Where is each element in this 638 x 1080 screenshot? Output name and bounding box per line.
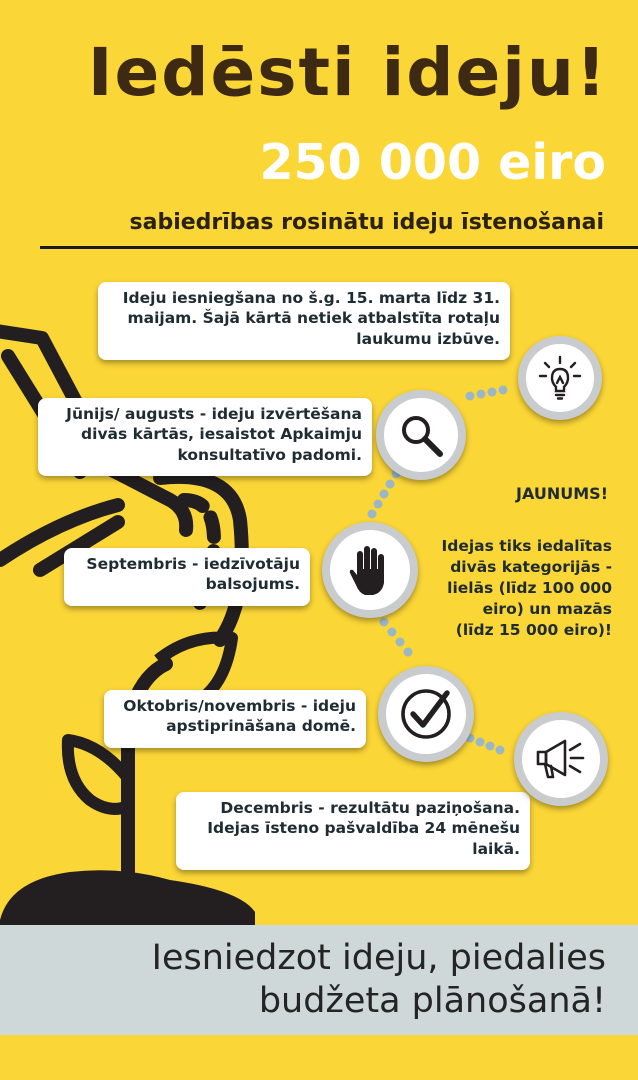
- card-line: laikā.: [472, 839, 520, 858]
- footer-line-2: budžeta plānošanā!: [258, 980, 606, 1021]
- news-line: (līdz 15 000 eiro)!: [455, 621, 612, 640]
- card-line: divās kārtās, iesaistot Apkaimju: [81, 425, 362, 444]
- magnifier-icon: [396, 410, 446, 460]
- magnifier-circle: [376, 390, 466, 480]
- megaphone-icon: [535, 735, 587, 783]
- page-title: Iedēsti ideju!: [87, 34, 608, 111]
- raised-hand-circle: [322, 522, 418, 618]
- timeline-card-submission: [98, 282, 510, 360]
- card-line: balsojums.: [205, 575, 300, 594]
- lightbulb-icon: [537, 355, 583, 401]
- budget-amount: 250 000 eiro: [259, 134, 606, 191]
- raised-hand-icon: [347, 543, 393, 597]
- lightbulb-circle: [518, 336, 602, 420]
- card-line: konsultatīvo padomi.: [177, 445, 362, 464]
- sprout-icon: [0, 637, 255, 925]
- news-heading: JAUNUMS!: [516, 484, 608, 503]
- checkmark-circle: [378, 666, 474, 762]
- card-line: Idejas īsteno pašvaldība 24 mēnešu: [207, 819, 520, 838]
- checkmark-icon: [399, 687, 453, 741]
- page-subtitle: sabiedrības rosinātu ideju īstenošanai: [129, 210, 604, 235]
- news-line: divās kategorijās -: [450, 558, 612, 577]
- card-line: maijam. Šajā kārtā netiek atbalstīta rotaļu: [127, 309, 500, 328]
- timeline-card-voting: [64, 548, 310, 606]
- card-line: Decembris - rezultātu paziņošana.: [220, 799, 520, 817]
- timeline-card-approval: [104, 690, 366, 748]
- timeline-card-results: [176, 792, 530, 870]
- card-line: Septembris - iedzīvotāju: [86, 555, 300, 573]
- timeline-card-evaluation: [38, 398, 372, 476]
- news-line: eiro) un mazās: [482, 600, 612, 619]
- footer-banner: [0, 925, 638, 1035]
- megaphone-circle: [514, 712, 608, 806]
- footer-text: [152, 937, 606, 1022]
- card-line: Jūnijs/ augusts - ideju izvērtēšana: [66, 405, 362, 423]
- card-line: laukumu izbūve.: [356, 329, 500, 348]
- card-line: apstiprināšana domē.: [166, 717, 356, 736]
- card-line: Oktobris/novembris - ideju: [123, 697, 356, 715]
- news-text: [406, 536, 612, 641]
- header-divider: [40, 246, 638, 249]
- card-line: Ideju iesniegšana no š.g. 15. marta līdz 31.: [122, 289, 500, 307]
- news-line: Idejas tiks iedalītas: [441, 537, 612, 555]
- news-line: lielās (līdz 100 000: [447, 579, 612, 598]
- footer-line-1: Iesniedzot ideju, piedalies: [151, 938, 606, 978]
